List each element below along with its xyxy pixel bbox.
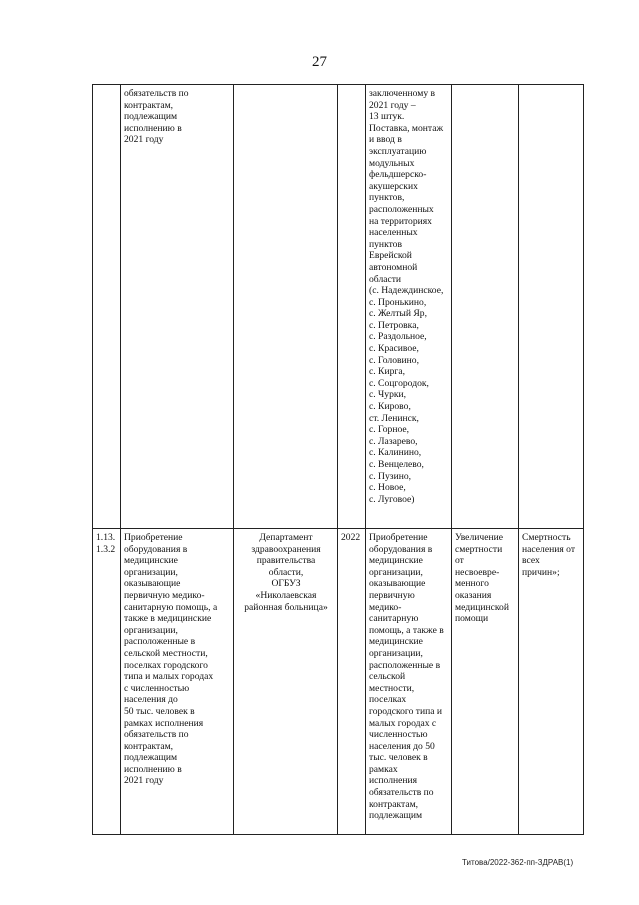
cell-number: 1.13. 1.3.2 <box>93 529 121 835</box>
page-number: 27 <box>312 54 327 70</box>
cell-expected-result: заключенному в 2021 году – 13 штук. Поставка, монтаж и ввод в эксплуатацию модульных фельдшерско- акушерских пунктов, расположенных на территориях населенных пунктов Еврейской автономной области (с. Надеждинское, с. Пронькино, с. Желтый Яр, с. Петровка, с. Раздольное, с. Красивое, с. Головино, с. Кирга, с. Соцгородок, с. Чурки, с. Кирово, ст. Ленинск, с. Горное, с. Лазарево, с. Калинино, с. Венцелево, с. Пузино, с. Новое, с. Луговое) <box>366 85 452 529</box>
cell-expected-result: Приобретение оборудования в медицинские организации, оказывающие первичную медико- санитарную помощь, а также в медицинские организации, расположенные в сельской местности, поселках городского типа и малых городах с численностью населения до 50 тыс. человек в рамках исполнения обязательств по контрактам, подлежащим <box>366 529 452 835</box>
table-row <box>93 85 584 529</box>
table-row <box>93 529 584 835</box>
cell-consequence <box>452 85 519 529</box>
cell-activity-name: Приобретение оборудования в медицинские организации, оказывающие первичную медико- санитарную помощь, а также в медицинские организации, расположенные в сельской местности, поселках городского типа и малых городах с численностью населения до 50 тыс. человек в рамках исполнения обязательств по контрактам, подлежащим исполнению в 2021 году <box>121 529 234 835</box>
cell-number <box>93 85 121 529</box>
cell-indicator <box>519 85 584 529</box>
program-table <box>92 84 584 835</box>
document-footer-code: Титова/2022-362-пп-ЗДРАВ(1) <box>462 858 574 867</box>
cell-year: 2022 <box>338 529 366 835</box>
cell-year <box>338 85 366 529</box>
cell-executor <box>234 85 338 529</box>
cell-indicator: Смертность населения от всех причин»; <box>519 529 584 835</box>
cell-executor: Департамент здравоохранения правительства области, ОГБУЗ «Николаевская районная больница» <box>234 529 338 835</box>
cell-consequence: Увеличение смертности от несвоевре- менного оказания медицинской помощи <box>452 529 519 835</box>
cell-activity-name: обязательств по контрактам, подлежащим исполнению в 2021 году <box>121 85 234 529</box>
